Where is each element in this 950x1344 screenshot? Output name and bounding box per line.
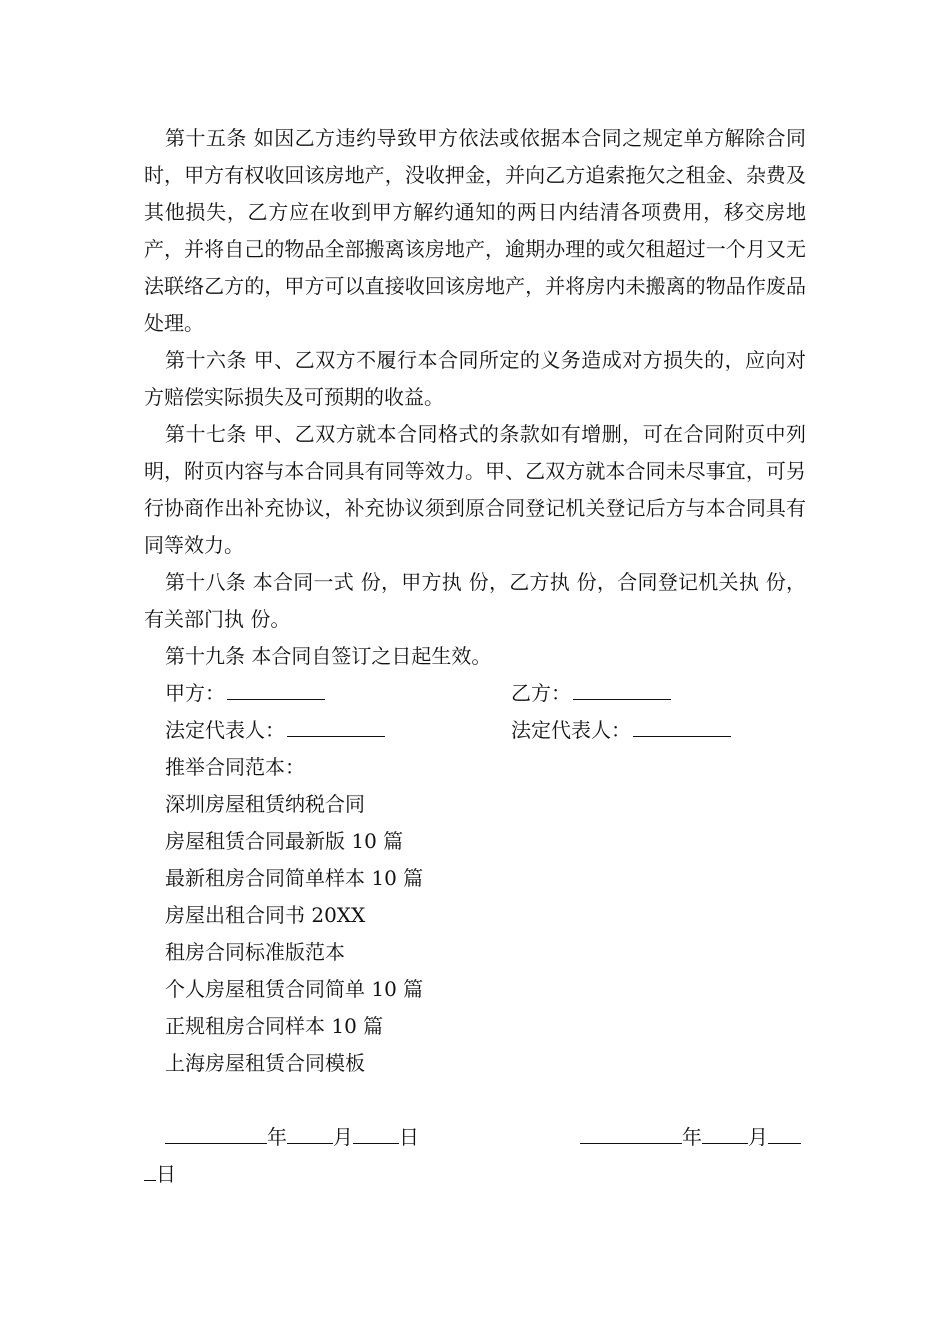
article-15: 第十五条 如因乙方违约导致甲方依法或依据本合同之规定单方解除合同时，甲方有权收回该房地产，没收押金，并向乙方追索拖欠之租金、杂费及其他损失，乙方应在收到甲方解约通知的两日内结清各项费用，移交房地产，并将自己的物品全部搬离该房地产，逾期办理的或欠租超过一个月又无法联络乙方的，甲方可以直接收回该房地产，并将房内未搬离的物品作废品处理。 [144,126,806,335]
article-16: 第十六条 甲、乙双方不履行本合同所定的义务造成对方损失的，应向对方赔偿实际损失及可预期的收益。 [144,348,806,409]
party-b-blank [573,675,671,700]
month-blank [287,1119,333,1144]
rep-b-blank [633,712,731,737]
party-a-blank [227,675,325,700]
recommend-item[interactable]: 租房合同标准版范本 [165,940,345,964]
party-b-signature [511,675,671,712]
rep-b-signature [511,712,731,749]
recommend-item[interactable]: 深圳房屋租赁纳税合同 [165,792,365,816]
signature-row-rep [144,712,806,749]
signature-row-party [144,675,806,712]
rep-a-signature [165,712,511,749]
article-17: 第十七条 甲、乙双方就本合同格式的条款如有增删，可在合同附页中列明，附页内容与本合同具有同等效力。甲、乙双方就本合同未尽事宜，可另行协商作出补充协议，补充协议须到原合同登记机关登记后方与本合同具有同等效力。 [144,422,806,557]
party-a-signature [165,675,511,712]
party-a-label: 甲方： [165,681,225,705]
article-18: 第十八条 本合同一式 份，甲方执 份，乙方执 份，合同登记机关执 份，有关部门执 份。 [144,570,806,631]
month-label: 月 [748,1125,768,1149]
year-blank [580,1119,682,1144]
recommend-item[interactable]: 最新租房合同简单样本 10 篇 [165,866,424,890]
recommend-item[interactable]: 上海房屋租赁合同模板 [165,1051,365,1075]
day-blank [144,1156,156,1181]
day-blank [768,1119,801,1144]
year-label: 年 [267,1125,287,1149]
document-page [144,120,806,1193]
date-left [165,1119,419,1156]
date-block [144,1119,806,1193]
month-blank [702,1119,748,1144]
date-right [580,1119,801,1156]
recommend-item[interactable]: 房屋出租合同书 20XX [165,903,366,927]
day-label: 日 [156,1162,176,1186]
rep-b-label: 法定代表人： [511,718,631,742]
recommend-item[interactable]: 正规租房合同样本 10 篇 [165,1014,384,1038]
day-label: 日 [399,1125,419,1149]
month-label: 月 [333,1125,353,1149]
recommend-item[interactable]: 个人房屋租赁合同简单 10 篇 [165,977,424,1001]
rep-a-label: 法定代表人： [165,718,285,742]
recommend-heading: 推举合同范本： [165,755,305,779]
date-row-wrap [144,1156,806,1193]
day-blank [353,1119,399,1144]
party-b-label: 乙方： [511,681,571,705]
year-label: 年 [682,1125,702,1149]
date-row [144,1119,806,1156]
article-19: 第十九条 本合同自签订之日起生效。 [165,644,492,668]
year-blank [165,1119,267,1144]
recommend-item[interactable]: 房屋租赁合同最新版 10 篇 [165,829,404,853]
rep-a-blank [287,712,385,737]
